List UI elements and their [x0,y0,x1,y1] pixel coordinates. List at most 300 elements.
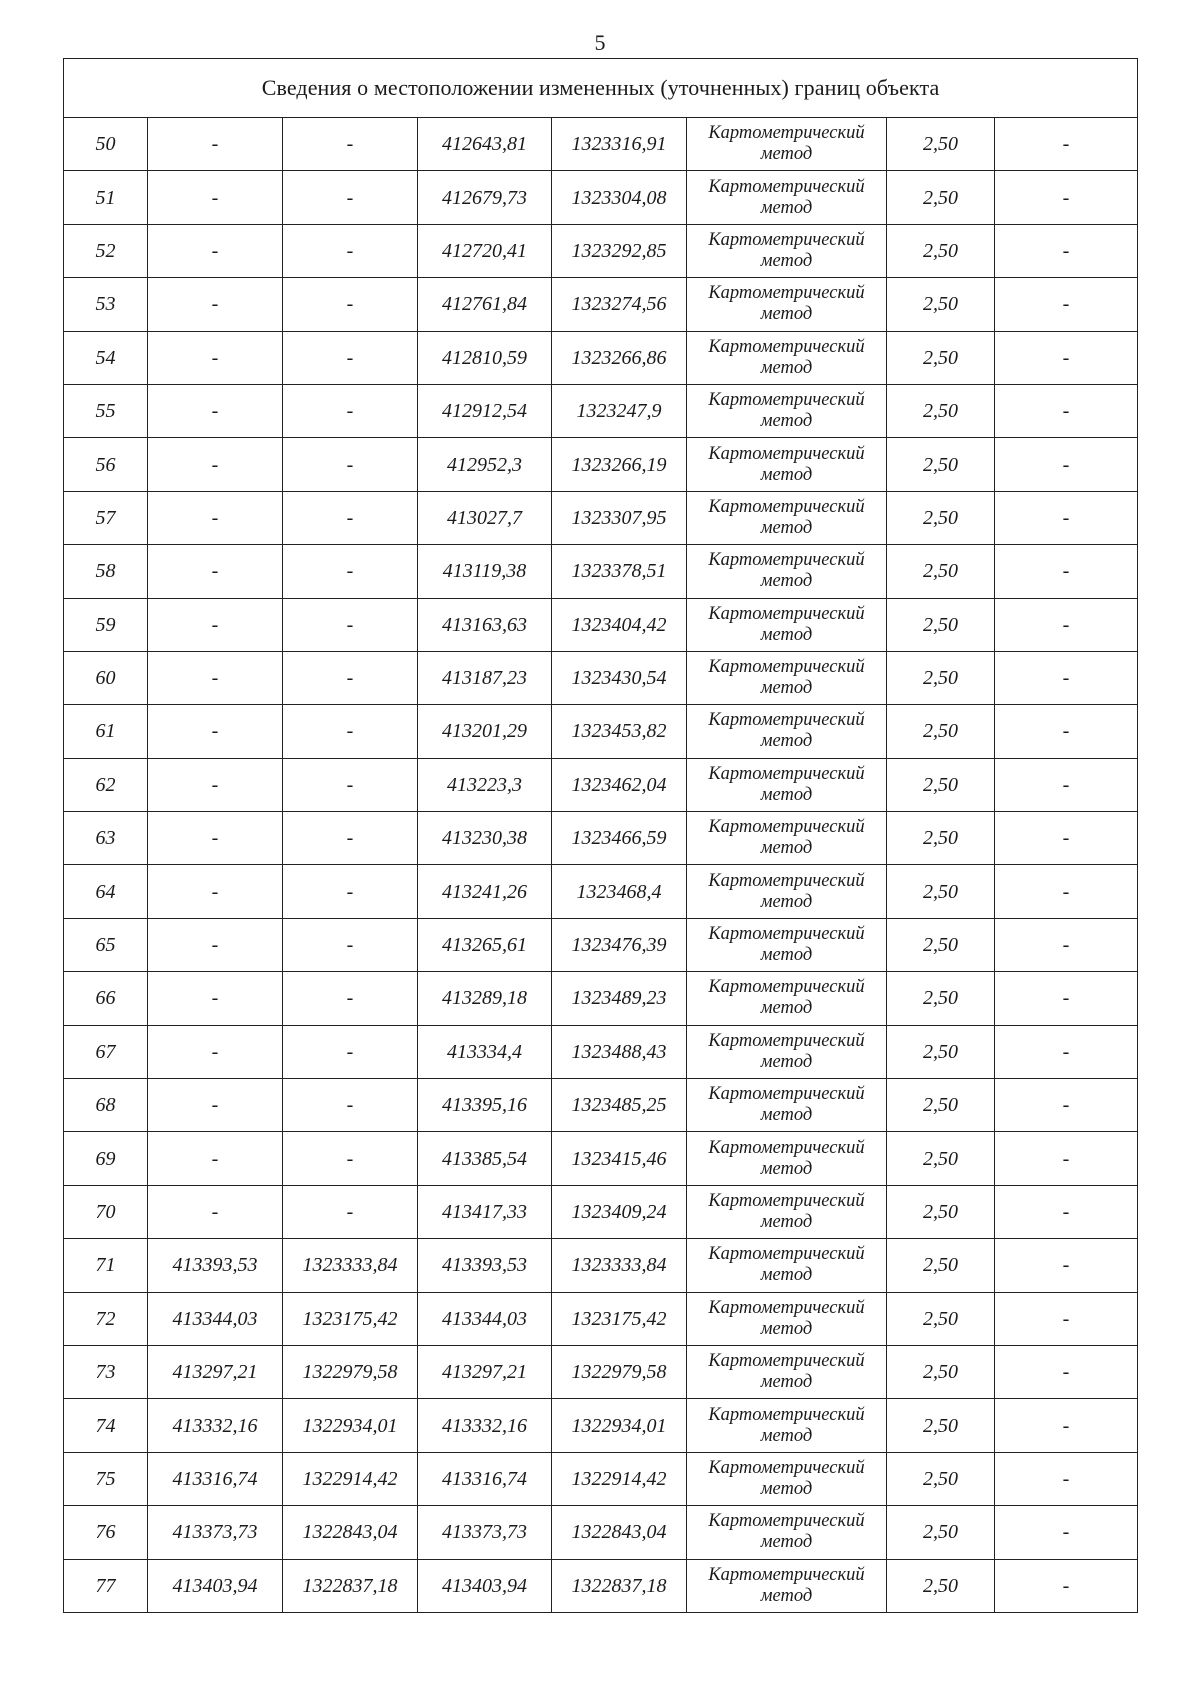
table-row [64,171,1138,224]
old-y-cell: - [283,384,418,437]
point-number-cell: 70 [64,1185,148,1238]
method-cell [687,758,887,811]
method-text-line: Картометрический [708,657,865,678]
method-text-line: метод [760,998,813,1019]
method-text-line: метод [760,891,813,912]
table-row [64,812,1138,865]
point-number-cell: 77 [64,1559,148,1612]
method-cell [687,705,887,758]
description-cell: - [995,545,1138,598]
point-number-cell: 69 [64,1132,148,1185]
old-x-cell: - [148,705,283,758]
accuracy-cell: 2,50 [887,1345,995,1398]
accuracy-cell: 2,50 [887,384,995,437]
old-y-cell: - [283,651,418,704]
point-number-cell: 57 [64,491,148,544]
method-text-line: метод [760,250,813,271]
method-text-line: Картометрический [708,1564,865,1585]
new-y-cell: 1323466,59 [552,812,687,865]
old-x-cell: - [148,118,283,171]
new-y-cell: 1323304,08 [552,171,687,224]
description-cell: - [995,1345,1138,1398]
accuracy-cell: 2,50 [887,918,995,971]
new-x-cell: 413403,94 [418,1559,552,1612]
description-cell: - [995,1025,1138,1078]
old-y-cell: - [283,331,418,384]
table-row [64,1559,1138,1612]
method-text-line: метод [760,571,813,592]
table-row [64,1292,1138,1345]
old-x-cell: - [148,1025,283,1078]
old-y-cell: - [283,171,418,224]
table-row [64,865,1138,918]
accuracy-cell: 2,50 [887,1239,995,1292]
old-x-cell: 413403,94 [148,1559,283,1612]
method-cell [687,1506,887,1559]
old-x-cell: - [148,331,283,384]
new-y-cell: 1323462,04 [552,758,687,811]
method-cell [687,278,887,331]
method-text-line: Картометрический [708,550,865,571]
new-x-cell: 413027,7 [418,491,552,544]
new-x-cell: 413417,33 [418,1185,552,1238]
description-cell: - [995,1239,1138,1292]
old-x-cell: 413393,53 [148,1239,283,1292]
point-number-cell: 52 [64,224,148,277]
point-number-cell: 59 [64,598,148,651]
method-cell [687,1185,887,1238]
old-y-cell: 1322979,58 [283,1345,418,1398]
new-x-cell: 413385,54 [418,1132,552,1185]
accuracy-cell: 2,50 [887,1452,995,1505]
method-text-line: Картометрический [708,763,865,784]
old-y-cell: - [283,758,418,811]
old-y-cell: 1323333,84 [283,1239,418,1292]
old-y-cell: 1322934,01 [283,1399,418,1452]
old-y-cell: - [283,918,418,971]
new-x-cell: 412679,73 [418,171,552,224]
accuracy-cell: 2,50 [887,438,995,491]
old-y-cell: - [283,705,418,758]
description-cell: - [995,118,1138,171]
description-cell: - [995,812,1138,865]
old-y-cell: - [283,972,418,1025]
accuracy-cell: 2,50 [887,758,995,811]
point-number-cell: 58 [64,545,148,598]
method-cell [687,438,887,491]
new-y-cell: 1323247,9 [552,384,687,437]
accuracy-cell: 2,50 [887,1185,995,1238]
method-text-line: метод [760,517,813,538]
table-row [64,1132,1138,1185]
point-number-cell: 72 [64,1292,148,1345]
new-y-cell: 1322979,58 [552,1345,687,1398]
method-cell [687,812,887,865]
method-cell [687,1345,887,1398]
table-row [64,1239,1138,1292]
page-number: 5 [594,30,606,55]
old-y-cell: - [283,491,418,544]
method-text-line: метод [760,784,813,805]
method-text-line: Картометрический [708,1084,865,1105]
description-cell: - [995,705,1138,758]
new-y-cell: 1323489,23 [552,972,687,1025]
new-y-cell: 1323415,46 [552,1132,687,1185]
old-x-cell: 413297,21 [148,1345,283,1398]
new-y-cell: 1323485,25 [552,1079,687,1132]
old-x-cell: 413373,73 [148,1506,283,1559]
new-x-cell: 413289,18 [418,972,552,1025]
old-x-cell: 413316,74 [148,1452,283,1505]
new-x-cell: 413230,38 [418,812,552,865]
old-y-cell: - [283,865,418,918]
old-x-cell: - [148,1079,283,1132]
method-text-line: метод [760,1425,813,1446]
method-cell [687,118,887,171]
old-y-cell: - [283,1079,418,1132]
method-text-line: метод [760,1532,813,1553]
old-y-cell: - [283,438,418,491]
accuracy-cell: 2,50 [887,1132,995,1185]
method-text-line: Картометрический [708,1244,865,1265]
accuracy-cell: 2,50 [887,651,995,704]
point-number-cell: 53 [64,278,148,331]
new-x-cell: 413344,03 [418,1292,552,1345]
description-cell: - [995,651,1138,704]
old-x-cell: - [148,598,283,651]
new-x-cell: 413393,53 [418,1239,552,1292]
accuracy-cell: 2,50 [887,1079,995,1132]
new-x-cell: 413297,21 [418,1345,552,1398]
point-number-cell: 55 [64,384,148,437]
method-text-line: метод [760,1105,813,1126]
new-y-cell: 1323266,86 [552,331,687,384]
method-text-line: Картометрический [708,336,865,357]
new-x-cell: 413373,73 [418,1506,552,1559]
table-row [64,1506,1138,1559]
method-text-line: Картометрический [708,1511,865,1532]
new-y-cell: 1322934,01 [552,1399,687,1452]
table-row [64,1452,1138,1505]
method-text-line: Картометрический [708,443,865,464]
method-text-line: метод [760,304,813,325]
table-row [64,651,1138,704]
table-row [64,438,1138,491]
method-text-line: Картометрический [708,229,865,250]
method-text-line: Картометрический [708,817,865,838]
method-text-line: Картометрический [708,176,865,197]
description-cell: - [995,491,1138,544]
method-text-line: Картометрический [708,870,865,891]
accuracy-cell: 2,50 [887,491,995,544]
method-text-line: Картометрический [708,977,865,998]
table-row [64,278,1138,331]
method-cell [687,865,887,918]
method-text-line: метод [760,1158,813,1179]
accuracy-cell: 2,50 [887,598,995,651]
old-x-cell: - [148,812,283,865]
method-cell [687,1132,887,1185]
new-y-cell: 1323488,43 [552,1025,687,1078]
new-x-cell: 413223,3 [418,758,552,811]
description-cell: - [995,1185,1138,1238]
method-text-line: метод [760,197,813,218]
method-text-line: Картометрический [708,603,865,624]
new-y-cell: 1323409,24 [552,1185,687,1238]
old-x-cell: - [148,491,283,544]
method-cell [687,1559,887,1612]
point-number-cell: 65 [64,918,148,971]
method-text-line: метод [760,1051,813,1072]
accuracy-cell: 2,50 [887,865,995,918]
point-number-cell: 56 [64,438,148,491]
method-cell [687,1025,887,1078]
new-y-cell: 1323274,56 [552,278,687,331]
accuracy-cell: 2,50 [887,278,995,331]
method-text-line: Картометрический [708,1191,865,1211]
method-cell [687,918,887,971]
method-text-line: Картометрический [708,1137,865,1158]
method-cell [687,1079,887,1132]
table-row [64,1345,1138,1398]
new-y-cell: 1322843,04 [552,1506,687,1559]
table-row [64,224,1138,277]
table-row [64,331,1138,384]
new-x-cell: 413334,4 [418,1025,552,1078]
accuracy-cell: 2,50 [887,118,995,171]
new-x-cell: 413187,23 [418,651,552,704]
old-y-cell: - [283,598,418,651]
accuracy-cell: 2,50 [887,171,995,224]
accuracy-cell: 2,50 [887,812,995,865]
new-x-cell: 412720,41 [418,224,552,277]
old-x-cell: - [148,171,283,224]
method-text-line: Картометрический [708,1297,865,1318]
accuracy-cell: 2,50 [887,1559,995,1612]
old-y-cell: 1323175,42 [283,1292,418,1345]
old-y-cell: 1322837,18 [283,1559,418,1612]
old-x-cell: 413344,03 [148,1292,283,1345]
old-x-cell: - [148,224,283,277]
description-cell: - [995,972,1138,1025]
old-y-cell: - [283,224,418,277]
table-row [64,705,1138,758]
point-number-cell: 67 [64,1025,148,1078]
old-x-cell: 413332,16 [148,1399,283,1452]
new-y-cell: 1323266,19 [552,438,687,491]
boundary-coordinates-table [63,58,1138,1613]
new-y-cell: 1323468,4 [552,865,687,918]
method-text-line: метод [760,624,813,645]
method-cell [687,1452,887,1505]
method-text-line: Картометрический [708,496,865,517]
old-y-cell: 1322914,42 [283,1452,418,1505]
method-cell [687,972,887,1025]
new-x-cell: 413316,74 [418,1452,552,1505]
old-y-cell: - [283,1185,418,1238]
method-cell [687,171,887,224]
point-number-cell: 76 [64,1506,148,1559]
new-y-cell: 1323175,42 [552,1292,687,1345]
method-text-line: метод [760,838,813,859]
table-row [64,598,1138,651]
method-cell [687,545,887,598]
description-cell: - [995,598,1138,651]
description-cell: - [995,171,1138,224]
point-number-cell: 71 [64,1239,148,1292]
point-number-cell: 75 [64,1452,148,1505]
method-text-line: метод [760,1585,813,1606]
table-row [64,972,1138,1025]
point-number-cell: 68 [64,1079,148,1132]
method-cell [687,331,887,384]
method-text-line: Картометрический [708,283,865,304]
accuracy-cell: 2,50 [887,545,995,598]
accuracy-cell: 2,50 [887,224,995,277]
new-y-cell: 1323453,82 [552,705,687,758]
new-x-cell: 413395,16 [418,1079,552,1132]
old-x-cell: - [148,278,283,331]
method-text-line: метод [760,945,813,966]
new-x-cell: 412643,81 [418,118,552,171]
method-cell [687,1292,887,1345]
description-cell: - [995,1132,1138,1185]
method-text-line: метод [760,464,813,485]
point-number-cell: 74 [64,1399,148,1452]
method-text-line: Картометрический [708,1457,865,1478]
table-row [64,1185,1138,1238]
description-cell: - [995,1559,1138,1612]
old-x-cell: - [148,384,283,437]
new-y-cell: 1322837,18 [552,1559,687,1612]
old-x-cell: - [148,1132,283,1185]
old-x-cell: - [148,865,283,918]
accuracy-cell: 2,50 [887,1399,995,1452]
point-number-cell: 63 [64,812,148,865]
old-y-cell: - [283,1132,418,1185]
new-y-cell: 1323378,51 [552,545,687,598]
new-x-cell: 412810,59 [418,331,552,384]
new-x-cell: 413119,38 [418,545,552,598]
new-y-cell: 1323307,95 [552,491,687,544]
accuracy-cell: 2,50 [887,1506,995,1559]
new-y-cell: 1323316,91 [552,118,687,171]
point-number-cell: 62 [64,758,148,811]
accuracy-cell: 2,50 [887,1292,995,1345]
method-cell [687,1399,887,1452]
table-row [64,384,1138,437]
old-x-cell: - [148,1185,283,1238]
method-text-line: метод [760,1265,813,1286]
table-row [64,1399,1138,1452]
old-y-cell: - [283,1025,418,1078]
description-cell: - [995,1452,1138,1505]
point-number-cell: 51 [64,171,148,224]
method-cell [687,1239,887,1292]
description-cell: - [995,865,1138,918]
new-y-cell: 1322914,42 [552,1452,687,1505]
new-x-cell: 413265,61 [418,918,552,971]
old-x-cell: - [148,758,283,811]
old-x-cell: - [148,438,283,491]
method-text-line: метод [760,144,813,165]
description-cell: - [995,384,1138,437]
new-x-cell: 413332,16 [418,1399,552,1452]
method-text-line: Картометрический [708,710,865,731]
table-row [64,758,1138,811]
description-cell: - [995,278,1138,331]
method-text-line: Картометрический [708,1030,865,1051]
method-text-line: метод [760,1212,813,1232]
new-x-cell: 413201,29 [418,705,552,758]
method-cell [687,651,887,704]
point-number-cell: 54 [64,331,148,384]
accuracy-cell: 2,50 [887,705,995,758]
section-title: Сведения о местоположении измененных (уточненных) границ объекта [64,59,1138,118]
table-row [64,545,1138,598]
new-x-cell: 412952,3 [418,438,552,491]
description-cell: - [995,918,1138,971]
method-cell [687,491,887,544]
table-body [64,118,1138,1613]
table-row [64,491,1138,544]
method-cell [687,224,887,277]
table-row [64,118,1138,171]
table-row [64,1025,1138,1078]
old-y-cell: 1322843,04 [283,1506,418,1559]
description-cell: - [995,1079,1138,1132]
old-x-cell: - [148,545,283,598]
point-number-cell: 66 [64,972,148,1025]
description-cell: - [995,224,1138,277]
old-y-cell: - [283,812,418,865]
description-cell: - [995,758,1138,811]
method-text-line: метод [760,1372,813,1393]
method-text-line: Картометрический [708,390,865,411]
description-cell: - [995,1292,1138,1345]
new-x-cell: 412761,84 [418,278,552,331]
new-x-cell: 413163,63 [418,598,552,651]
old-y-cell: - [283,278,418,331]
method-text-line: Картометрический [708,123,865,144]
new-y-cell: 1323292,85 [552,224,687,277]
table-row [64,918,1138,971]
method-text-line: метод [760,1318,813,1339]
new-y-cell: 1323476,39 [552,918,687,971]
method-cell [687,384,887,437]
old-x-cell: - [148,972,283,1025]
new-x-cell: 412912,54 [418,384,552,437]
point-number-cell: 64 [64,865,148,918]
point-number-cell: 61 [64,705,148,758]
method-text-line: Картометрический [708,1404,865,1425]
accuracy-cell: 2,50 [887,972,995,1025]
method-cell [687,598,887,651]
method-text-line: метод [760,411,813,432]
description-cell: - [995,331,1138,384]
method-text-line: метод [760,731,813,752]
old-y-cell: - [283,118,418,171]
table-row [64,1079,1138,1132]
new-x-cell: 413241,26 [418,865,552,918]
method-text-line: Картометрический [708,1351,865,1372]
new-y-cell: 1323430,54 [552,651,687,704]
point-number-cell: 60 [64,651,148,704]
accuracy-cell: 2,50 [887,331,995,384]
point-number-cell: 73 [64,1345,148,1398]
method-text-line: метод [760,357,813,378]
accuracy-cell: 2,50 [887,1025,995,1078]
